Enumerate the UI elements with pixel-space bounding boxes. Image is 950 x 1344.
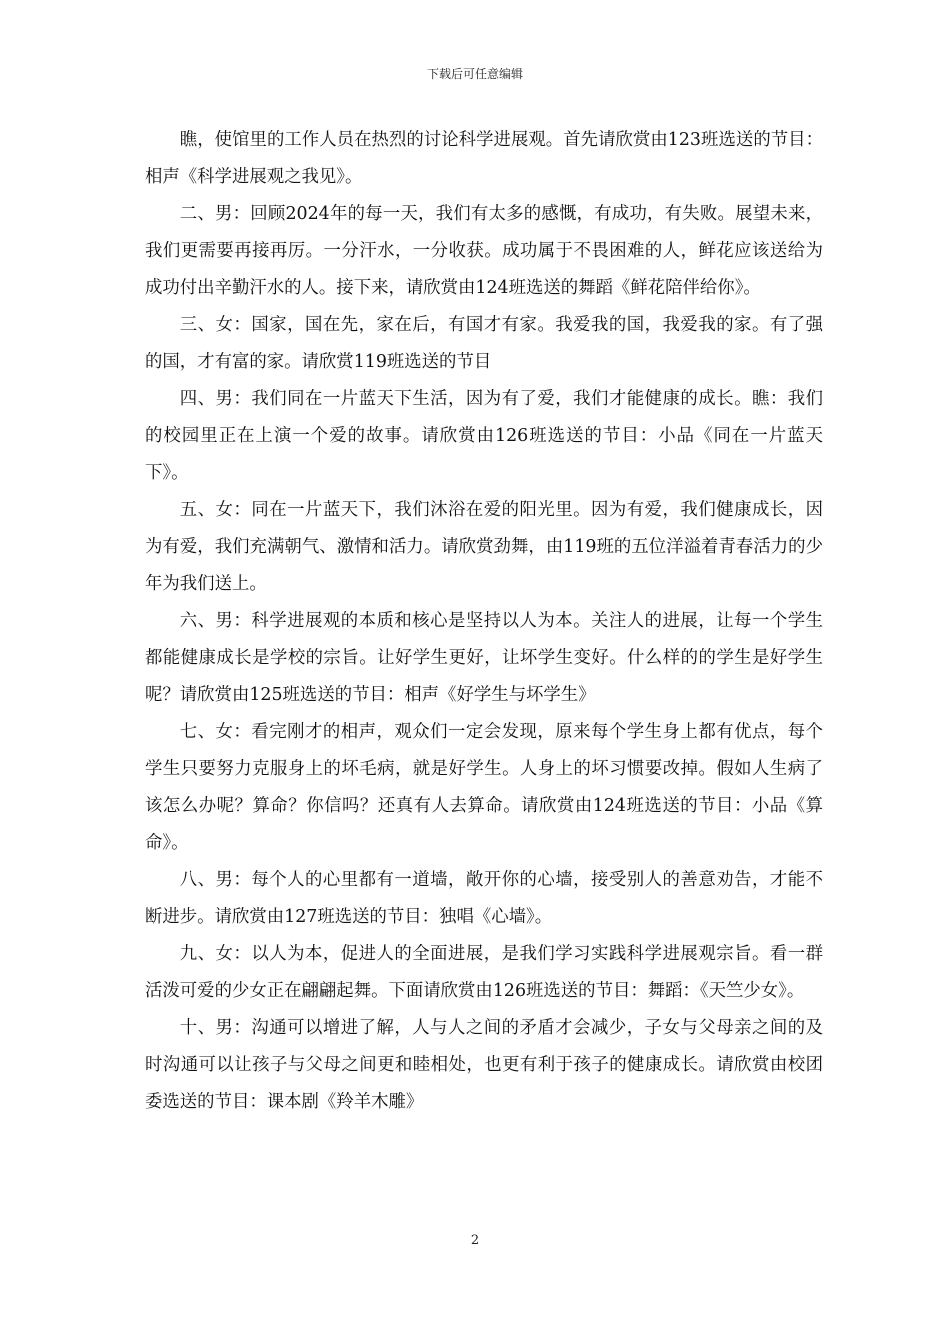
paragraph-8: 八、男：每个人的心里都有一道墙，敞开你的心墙，接受别人的善意劝告，才能不断进步。请欣赏由127班选送的节目：独唱《心墙》。 (145, 870, 823, 927)
paragraph-intro: 瞧，使馆里的工作人员在热烈的讨论科学进展观。首先请欣赏由123班选送的节目：相声《科学进展观之我见》。 (145, 130, 823, 187)
paragraph-4: 四、男：我们同在一片蓝天下生活，因为有了爱，我们才能健康的成长。瞧：我们的校园里正在上演一个爱的故事。请欣赏由126班选送的节目：小品《同在一片蓝天下》。 (145, 389, 823, 483)
paragraph-6: 六、男：科学进展观的本质和核心是坚持以人为本。关注人的进展，让每一个学生都能健康成长是学校的宗旨。让好学生更好，让坏学生变好。什么样的的学生是好学生呢？请欣赏由125班选送的节目：相声《好学生与坏学生》 (145, 611, 823, 705)
page-header: 下载后可任意编辑 (426, 67, 523, 81)
paragraph-9: 九、女：以人为本，促进人的全面进展，是我们学习实践科学进展观宗旨。看一群活泼可爱的少女正在翩翩起舞。下面请欣赏由126班选送的节目：舞蹈：《天竺少女》。 (145, 944, 823, 1001)
paragraph-3: 三、女：国家，国在先，家在后，有国才有家。我爱我的国，我爱我的家。有了强的国，才有富的家。请欣赏119班选送的节目 (145, 315, 823, 372)
paragraph-5: 五、女：同在一片蓝天下，我们沐浴在爱的阳光里。因为有爱，我们健康成长，因为有爱，我们充满朝气、激情和活力。请欣赏劲舞，由119班的五位洋溢着青春活力的少年为我们送上。 (145, 500, 823, 594)
paragraph-10: 十、男：沟通可以增进了解，人与人之间的矛盾才会减少，子女与父母亲之间的及时沟通可以让孩子与父母之间更和睦相处，也更有利于孩子的健康成长。请欣赏由校团委选送的节目：课本剧《羚羊木雕》 (145, 1018, 823, 1112)
document-body (145, 122, 823, 1121)
paragraph-7: 七、女：看完刚才的相声，观众们一定会发现，原来每个学生身上都有优点，每个学生只要努力克服身上的坏毛病，就是好学生。人身上的坏习惯要改掉。假如人生病了该怎么办呢？算命？你信吗？还真有人去算命。请欣赏由124班选送的节目：小品《算命》。 (145, 722, 823, 853)
paragraph-2: 二、男：回顾2024年的每一天，我们有太多的感慨，有成功，有失败。展望未来，我们更需要再接再厉。一分汗水，一分收获。成功属于不畏困难的人，鲜花应该送给为成功付出辛勤汗水的人。接下来，请欣赏由124班选送的舞蹈《鲜花陪伴给你》。 (145, 204, 823, 298)
page-number: 2 (470, 1233, 480, 1248)
